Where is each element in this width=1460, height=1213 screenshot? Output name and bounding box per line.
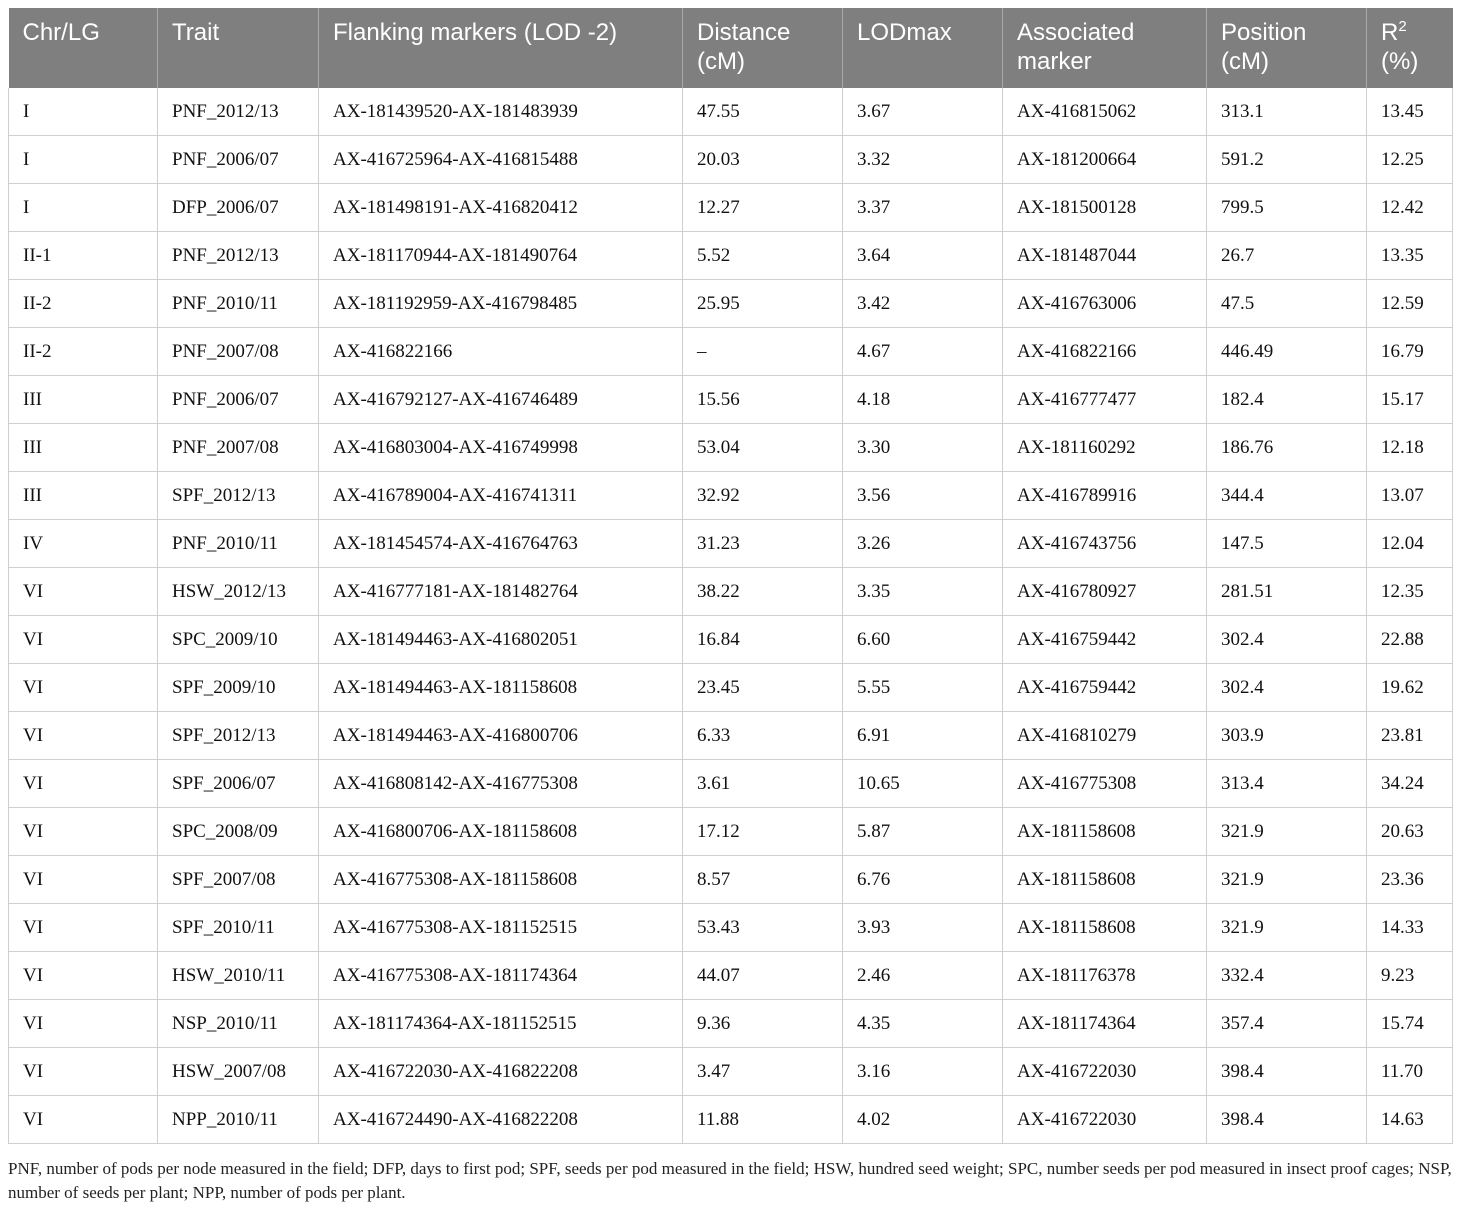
cell-flanking-markers: AX-181174364-AX-181152515 (319, 1000, 683, 1048)
table-row (9, 664, 1453, 712)
cell-lodmax: 4.02 (843, 1096, 1003, 1144)
cell-trait: PNF_2007/08 (158, 328, 319, 376)
cell-chr-lg: III (9, 376, 158, 424)
cell-trait: HSW_2007/08 (158, 1048, 319, 1096)
cell-r2: 14.33 (1367, 904, 1453, 952)
cell-distance: 53.43 (683, 904, 843, 952)
cell-lodmax: 3.64 (843, 232, 1003, 280)
cell-trait: NPP_2010/11 (158, 1096, 319, 1144)
cell-r2: 12.35 (1367, 568, 1453, 616)
header-r2-superscript: 2 (1398, 18, 1407, 35)
cell-position: 591.2 (1207, 136, 1367, 184)
cell-lodmax: 2.46 (843, 952, 1003, 1000)
cell-position: 332.4 (1207, 952, 1367, 1000)
cell-r2: 12.25 (1367, 136, 1453, 184)
cell-trait: SPF_2009/10 (158, 664, 319, 712)
cell-chr-lg: I (9, 184, 158, 232)
table-row (9, 232, 1453, 280)
table-row (9, 808, 1453, 856)
cell-trait: PNF_2006/07 (158, 376, 319, 424)
cell-r2: 19.62 (1367, 664, 1453, 712)
table-row (9, 328, 1453, 376)
cell-distance: 15.56 (683, 376, 843, 424)
cell-lodmax: 3.32 (843, 136, 1003, 184)
table-row (9, 280, 1453, 328)
cell-position: 186.76 (1207, 424, 1367, 472)
cell-chr-lg: III (9, 424, 158, 472)
cell-trait: PNF_2010/11 (158, 280, 319, 328)
cell-flanking-markers: AX-416822166 (319, 328, 683, 376)
cell-chr-lg: II-2 (9, 328, 158, 376)
cell-associated-marker: AX-416722030 (1003, 1096, 1207, 1144)
cell-distance: 20.03 (683, 136, 843, 184)
cell-r2: 14.63 (1367, 1096, 1453, 1144)
cell-associated-marker: AX-181500128 (1003, 184, 1207, 232)
cell-lodmax: 3.26 (843, 520, 1003, 568)
table-row (9, 1096, 1453, 1144)
cell-r2: 15.74 (1367, 1000, 1453, 1048)
header-position: Position (cM) (1207, 8, 1367, 88)
cell-flanking-markers: AX-416777181-AX-181482764 (319, 568, 683, 616)
cell-position: 303.9 (1207, 712, 1367, 760)
cell-associated-marker: AX-181158608 (1003, 808, 1207, 856)
header-r2 (1367, 8, 1453, 88)
cell-distance: 38.22 (683, 568, 843, 616)
cell-distance: 8.57 (683, 856, 843, 904)
header-r2-label: R (1381, 19, 1399, 46)
cell-lodmax: 3.67 (843, 88, 1003, 136)
cell-associated-marker: AX-416789916 (1003, 472, 1207, 520)
cell-trait: SPF_2010/11 (158, 904, 319, 952)
cell-lodmax: 3.35 (843, 568, 1003, 616)
cell-associated-marker: AX-181176378 (1003, 952, 1207, 1000)
cell-position: 302.4 (1207, 664, 1367, 712)
cell-r2: 12.04 (1367, 520, 1453, 568)
header-chr-lg: Chr/LG (9, 8, 158, 88)
cell-flanking-markers: AX-181498191-AX-416820412 (319, 184, 683, 232)
table-row (9, 472, 1453, 520)
header-associated-marker: Associated marker (1003, 8, 1207, 88)
table-row (9, 760, 1453, 808)
cell-r2: 13.07 (1367, 472, 1453, 520)
cell-distance: 32.92 (683, 472, 843, 520)
cell-associated-marker: AX-416810279 (1003, 712, 1207, 760)
cell-lodmax: 3.37 (843, 184, 1003, 232)
cell-lodmax: 3.93 (843, 904, 1003, 952)
cell-r2: 9.23 (1367, 952, 1453, 1000)
cell-distance: 11.88 (683, 1096, 843, 1144)
cell-chr-lg: VI (9, 1000, 158, 1048)
cell-chr-lg: III (9, 472, 158, 520)
cell-trait: PNF_2010/11 (158, 520, 319, 568)
cell-chr-lg: VI (9, 808, 158, 856)
cell-position: 446.49 (1207, 328, 1367, 376)
cell-r2: 13.35 (1367, 232, 1453, 280)
cell-r2: 13.45 (1367, 88, 1453, 136)
qtl-table-container (8, 8, 1452, 1144)
table-row (9, 1000, 1453, 1048)
cell-trait: DFP_2006/07 (158, 184, 319, 232)
cell-position: 398.4 (1207, 1096, 1367, 1144)
header-distance: Distance (cM) (683, 8, 843, 88)
table-row (9, 1048, 1453, 1096)
cell-trait: SPC_2009/10 (158, 616, 319, 664)
table-row (9, 904, 1453, 952)
cell-trait: PNF_2007/08 (158, 424, 319, 472)
cell-associated-marker: AX-416822166 (1003, 328, 1207, 376)
cell-chr-lg: VI (9, 616, 158, 664)
cell-distance: 3.61 (683, 760, 843, 808)
cell-chr-lg: VI (9, 712, 158, 760)
table-row (9, 520, 1453, 568)
cell-r2: 15.17 (1367, 376, 1453, 424)
table-row (9, 88, 1453, 136)
cell-lodmax: 4.67 (843, 328, 1003, 376)
cell-associated-marker: AX-416759442 (1003, 616, 1207, 664)
cell-chr-lg: II-1 (9, 232, 158, 280)
cell-lodmax: 3.42 (843, 280, 1003, 328)
cell-lodmax: 4.18 (843, 376, 1003, 424)
cell-position: 357.4 (1207, 1000, 1367, 1048)
cell-distance: 12.27 (683, 184, 843, 232)
cell-trait: PNF_2012/13 (158, 88, 319, 136)
table-row (9, 616, 1453, 664)
cell-trait: PNF_2006/07 (158, 136, 319, 184)
cell-flanking-markers: AX-181494463-AX-416802051 (319, 616, 683, 664)
cell-associated-marker: AX-181174364 (1003, 1000, 1207, 1048)
table-row (9, 376, 1453, 424)
cell-r2: 12.18 (1367, 424, 1453, 472)
cell-chr-lg: I (9, 136, 158, 184)
cell-chr-lg: I (9, 88, 158, 136)
cell-distance: 25.95 (683, 280, 843, 328)
cell-flanking-markers: AX-181494463-AX-416800706 (319, 712, 683, 760)
cell-flanking-markers: AX-416775308-AX-181158608 (319, 856, 683, 904)
cell-chr-lg: VI (9, 1096, 158, 1144)
cell-r2: 34.24 (1367, 760, 1453, 808)
cell-lodmax: 3.30 (843, 424, 1003, 472)
cell-distance: – (683, 328, 843, 376)
cell-flanking-markers: AX-416800706-AX-181158608 (319, 808, 683, 856)
table-row (9, 424, 1453, 472)
cell-flanking-markers: AX-416725964-AX-416815488 (319, 136, 683, 184)
cell-chr-lg: II-2 (9, 280, 158, 328)
cell-position: 799.5 (1207, 184, 1367, 232)
cell-trait: HSW_2010/11 (158, 952, 319, 1000)
cell-flanking-markers: AX-416775308-AX-181174364 (319, 952, 683, 1000)
table-row (9, 952, 1453, 1000)
qtl-table (8, 8, 1453, 1144)
cell-flanking-markers: AX-416792127-AX-416746489 (319, 376, 683, 424)
cell-distance: 53.04 (683, 424, 843, 472)
cell-flanking-markers: AX-181170944-AX-181490764 (319, 232, 683, 280)
cell-associated-marker: AX-416780927 (1003, 568, 1207, 616)
table-row (9, 184, 1453, 232)
cell-distance: 5.52 (683, 232, 843, 280)
cell-chr-lg: IV (9, 520, 158, 568)
cell-lodmax: 10.65 (843, 760, 1003, 808)
cell-chr-lg: VI (9, 856, 158, 904)
cell-r2: 16.79 (1367, 328, 1453, 376)
header-lodmax: LODmax (843, 8, 1003, 88)
cell-position: 321.9 (1207, 808, 1367, 856)
cell-distance: 17.12 (683, 808, 843, 856)
cell-chr-lg: VI (9, 664, 158, 712)
cell-chr-lg: VI (9, 1048, 158, 1096)
cell-chr-lg: VI (9, 568, 158, 616)
cell-position: 321.9 (1207, 904, 1367, 952)
cell-associated-marker: AX-181158608 (1003, 856, 1207, 904)
cell-chr-lg: VI (9, 904, 158, 952)
cell-lodmax: 4.35 (843, 1000, 1003, 1048)
cell-r2: 20.63 (1367, 808, 1453, 856)
cell-flanking-markers: AX-416789004-AX-416741311 (319, 472, 683, 520)
cell-distance: 6.33 (683, 712, 843, 760)
cell-flanking-markers: AX-416775308-AX-181152515 (319, 904, 683, 952)
cell-distance: 31.23 (683, 520, 843, 568)
cell-associated-marker: AX-181200664 (1003, 136, 1207, 184)
cell-lodmax: 6.60 (843, 616, 1003, 664)
cell-r2: 22.88 (1367, 616, 1453, 664)
cell-chr-lg: VI (9, 760, 158, 808)
cell-position: 147.5 (1207, 520, 1367, 568)
table-row (9, 712, 1453, 760)
header-trait: Trait (158, 8, 319, 88)
cell-flanking-markers: AX-416803004-AX-416749998 (319, 424, 683, 472)
table-row (9, 568, 1453, 616)
cell-distance: 9.36 (683, 1000, 843, 1048)
header-row (9, 8, 1453, 88)
cell-trait: NSP_2010/11 (158, 1000, 319, 1048)
table-row (9, 856, 1453, 904)
cell-position: 313.1 (1207, 88, 1367, 136)
cell-trait: SPF_2012/13 (158, 472, 319, 520)
cell-distance: 23.45 (683, 664, 843, 712)
cell-flanking-markers: AX-416724490-AX-416822208 (319, 1096, 683, 1144)
cell-trait: SPF_2012/13 (158, 712, 319, 760)
cell-distance: 47.55 (683, 88, 843, 136)
table-row (9, 136, 1453, 184)
cell-position: 321.9 (1207, 856, 1367, 904)
table-body (9, 88, 1453, 1144)
cell-distance: 16.84 (683, 616, 843, 664)
cell-associated-marker: AX-181487044 (1003, 232, 1207, 280)
cell-lodmax: 3.56 (843, 472, 1003, 520)
cell-flanking-markers: AX-181494463-AX-181158608 (319, 664, 683, 712)
cell-r2: 23.81 (1367, 712, 1453, 760)
cell-associated-marker: AX-416777477 (1003, 376, 1207, 424)
cell-position: 26.7 (1207, 232, 1367, 280)
cell-trait: PNF_2012/13 (158, 232, 319, 280)
cell-associated-marker: AX-416815062 (1003, 88, 1207, 136)
cell-r2: 12.42 (1367, 184, 1453, 232)
header-flanking-markers: Flanking markers (LOD -2) (319, 8, 683, 88)
table-header (9, 8, 1453, 88)
cell-trait: SPF_2006/07 (158, 760, 319, 808)
cell-flanking-markers: AX-416808142-AX-416775308 (319, 760, 683, 808)
header-r2-unit: (%) (1381, 48, 1419, 75)
cell-r2: 23.36 (1367, 856, 1453, 904)
cell-flanking-markers: AX-416722030-AX-416822208 (319, 1048, 683, 1096)
cell-flanking-markers: AX-181439520-AX-181483939 (319, 88, 683, 136)
cell-chr-lg: VI (9, 952, 158, 1000)
cell-position: 302.4 (1207, 616, 1367, 664)
cell-distance: 44.07 (683, 952, 843, 1000)
cell-associated-marker: AX-416743756 (1003, 520, 1207, 568)
cell-lodmax: 3.16 (843, 1048, 1003, 1096)
cell-position: 47.5 (1207, 280, 1367, 328)
cell-lodmax: 6.76 (843, 856, 1003, 904)
cell-associated-marker: AX-181158608 (1003, 904, 1207, 952)
cell-associated-marker: AX-416759442 (1003, 664, 1207, 712)
table-footnote: PNF, number of pods per node measured in the field; DFP, days to first pod; SPF, seeds per pod measured in the field; HSW, hundred seed weight; SPC, number seeds per pod measured in insect proof cages; NSP, number of seeds per plant; NPP, number of pods per plant. (8, 1159, 1452, 1202)
cell-flanking-markers: AX-181192959-AX-416798485 (319, 280, 683, 328)
cell-associated-marker: AX-181160292 (1003, 424, 1207, 472)
cell-position: 313.4 (1207, 760, 1367, 808)
cell-position: 281.51 (1207, 568, 1367, 616)
cell-associated-marker: AX-416775308 (1003, 760, 1207, 808)
cell-r2: 12.59 (1367, 280, 1453, 328)
cell-lodmax: 5.87 (843, 808, 1003, 856)
cell-lodmax: 6.91 (843, 712, 1003, 760)
cell-position: 398.4 (1207, 1048, 1367, 1096)
cell-trait: SPC_2008/09 (158, 808, 319, 856)
cell-position: 344.4 (1207, 472, 1367, 520)
cell-associated-marker: AX-416722030 (1003, 1048, 1207, 1096)
cell-distance: 3.47 (683, 1048, 843, 1096)
cell-associated-marker: AX-416763006 (1003, 280, 1207, 328)
cell-r2: 11.70 (1367, 1048, 1453, 1096)
cell-trait: HSW_2012/13 (158, 568, 319, 616)
cell-trait: SPF_2007/08 (158, 856, 319, 904)
cell-lodmax: 5.55 (843, 664, 1003, 712)
cell-flanking-markers: AX-181454574-AX-416764763 (319, 520, 683, 568)
cell-position: 182.4 (1207, 376, 1367, 424)
